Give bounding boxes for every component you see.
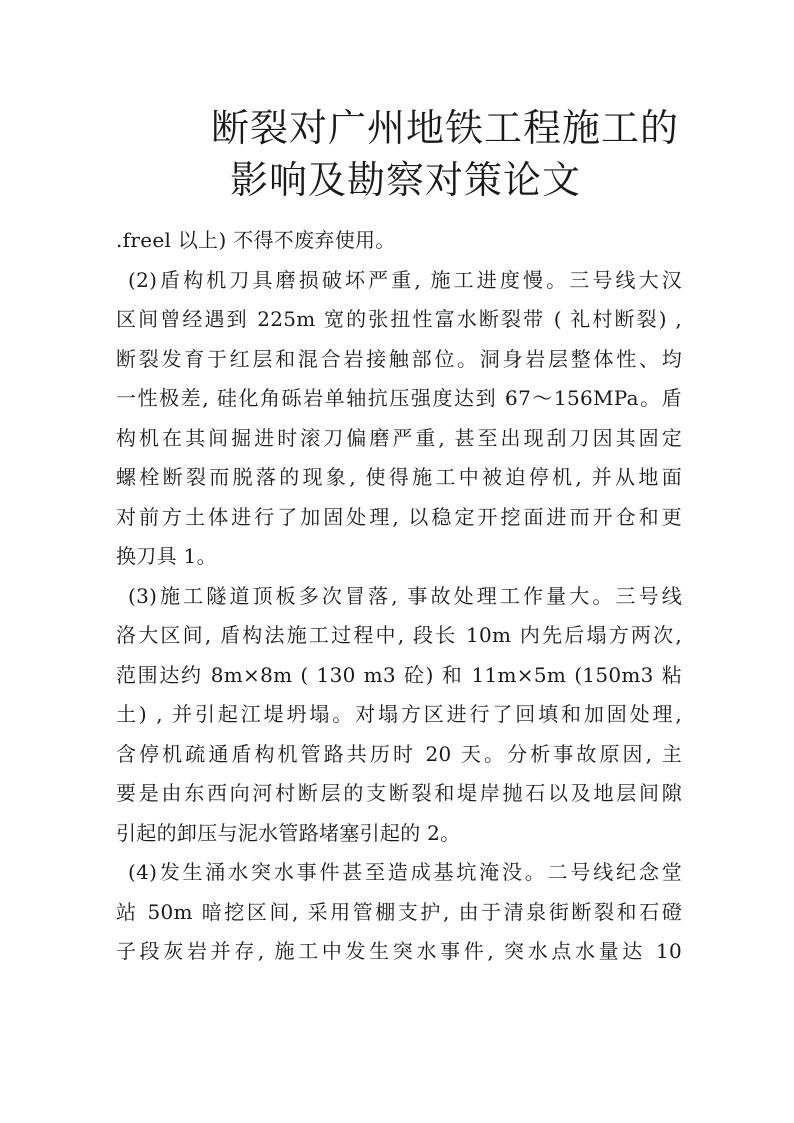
body-line: 螺栓断裂而脱落的现象, 使得施工中被迫停机, 并从地面 — [116, 465, 682, 489]
body-line: 洛大区间, 盾构法施工过程中, 段长 10m 内先后塌方两次, — [116, 623, 682, 647]
body-line: 引起的卸压与泥水管路堵塞引起的 2。 — [116, 820, 461, 845]
title-line-1: 断裂对广州地铁工程施工的 — [211, 106, 680, 150]
body-line: 断裂发育于红层和混合岩接触部位。洞身岩层整体性、均 — [116, 346, 682, 371]
body-line: 要是由东西向河村断层的支断裂和堤岸抛石以及地层间隙 — [116, 781, 682, 805]
body-line: 站 50m 暗挖区间, 采用管棚支护, 由于清泉街断裂和石磴 — [116, 899, 682, 924]
paragraph-4-start: (4)发生涌水突水事件甚至造成基坑淹没。二号线纪念堂 — [128, 860, 682, 884]
body-line: 区间曾经遇到 225m 宽的张扭性富水断裂带 ( 礼村断裂) , — [116, 307, 682, 331]
body-line: 子段灰岩并存, 施工中发生突水事件, 突水点水量达 10 — [116, 939, 682, 963]
title-line-2: 影响及勘察对策论文 — [230, 158, 582, 202]
body-line: 范围达约 8m×8m ( 130 m3 砼) 和 11m×5m (150m3 粘 — [116, 662, 682, 687]
body-line: 构机在其间掘进时滚刀偏磨严重, 甚至出现刮刀因其固定 — [116, 425, 682, 450]
document-title — [0, 102, 794, 206]
body-line: .freel 以上) 不得不废弃使用。 — [116, 228, 396, 252]
paragraph-3-start: (3)施工隧道顶板多次冒落, 事故处理工作量大。三号线 — [128, 583, 682, 608]
paragraph-2-start: (2)盾构机刀具磨损破坏严重, 施工进度慢。三号线大汉 — [128, 267, 682, 292]
body-line: 一性极差, 硅化角砾岩单轴抗压强度达到 67～156MPa。盾 — [116, 386, 682, 410]
body-line: 含停机疏通盾构机管路共历时 20 天。分析事故原因, 主 — [116, 741, 682, 766]
body-line: 土) , 并引起江堤坍塌。对塌方区进行了回填和加固处理, — [116, 702, 682, 726]
body-line: 换刀具 1。 — [116, 544, 217, 568]
document-body — [116, 221, 682, 972]
body-line: 对前方土体进行了加固处理, 以稳定开挖面进而开仓和更 — [116, 504, 682, 529]
